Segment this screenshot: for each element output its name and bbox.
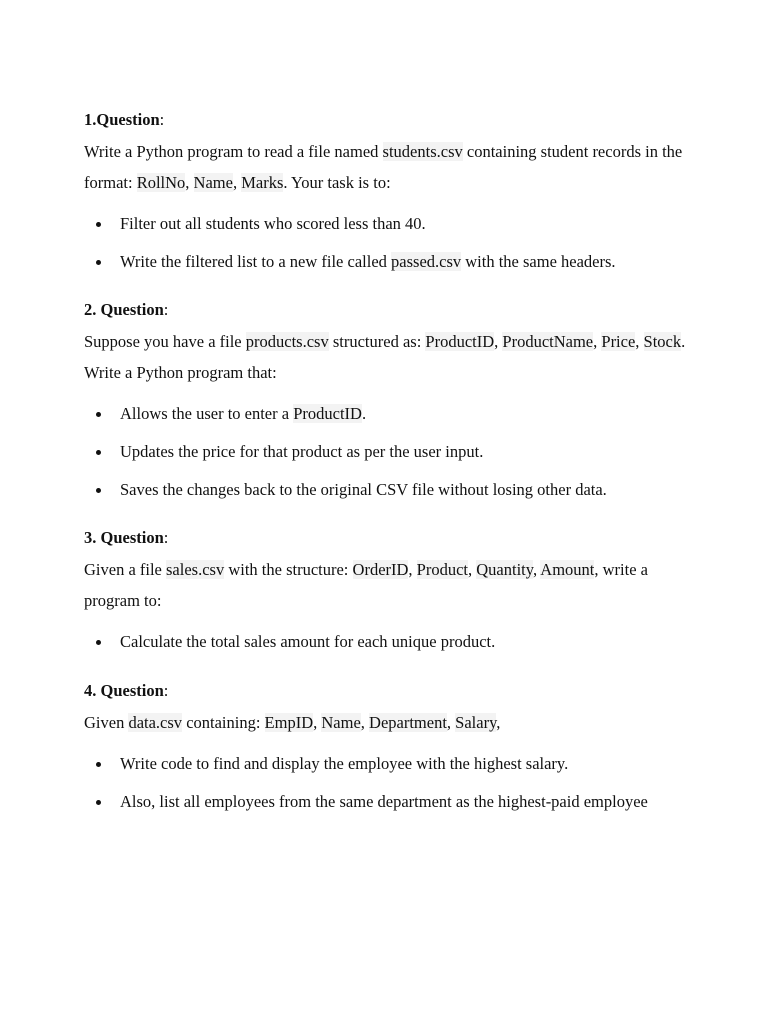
bullet-icon (96, 800, 101, 805)
code-term: Quantity (476, 560, 533, 579)
bullet-icon (96, 488, 101, 493)
list-item (84, 250, 704, 274)
text-run: Given (84, 713, 129, 732)
text-run: containing: (182, 713, 265, 732)
text-run: with the same headers. (461, 252, 616, 271)
text-run: , (360, 713, 370, 732)
bullet-icon (96, 260, 101, 265)
question-heading: 4. Question: (84, 681, 169, 700)
text-run: , (593, 332, 602, 351)
question-4 (84, 679, 704, 814)
code-term: Price (601, 332, 636, 351)
text-run: , (446, 713, 456, 732)
text-run: , (496, 713, 501, 732)
bullet-list (84, 212, 704, 274)
question-text (84, 136, 704, 198)
code-term: Salary (455, 713, 497, 732)
question-text (84, 707, 704, 738)
code-term: Name (321, 713, 361, 732)
text-run: structured as: (328, 332, 426, 351)
question-1 (84, 108, 704, 274)
text-run: . (361, 404, 367, 423)
text-run: , (185, 173, 194, 192)
list-item (84, 478, 704, 502)
code-term: products.csv (245, 332, 329, 351)
code-term: Stock (643, 332, 682, 351)
bullet-icon (96, 222, 101, 227)
text-run: Suppose you have a file (84, 332, 246, 351)
bullet-icon (96, 412, 101, 417)
list-item (84, 630, 704, 654)
text-run: Write code to find and display the employee with the highest salary. (120, 754, 569, 773)
text-run: , (313, 713, 322, 732)
text-run: . Write a Python program that: (84, 332, 686, 382)
code-term: Department (369, 713, 447, 732)
question-heading: 2. Question: (84, 300, 169, 319)
text-run: Given a file (84, 560, 167, 579)
text-run: Calculate the total sales amount for each unique product. (120, 632, 496, 651)
bullet-list (84, 630, 704, 654)
text-run: , (494, 332, 503, 351)
code-term: EmpID (264, 713, 314, 732)
text-run: containing student records in the format: (84, 142, 683, 192)
question-3 (84, 526, 704, 654)
question-text (84, 326, 704, 388)
bullet-icon (96, 640, 101, 645)
bullet-icon (96, 762, 101, 767)
code-term: ProductID (293, 404, 362, 423)
text-run: Write a Python program to read a file named (84, 142, 383, 161)
code-term: students.csv (382, 142, 463, 161)
code-term: ProductID (425, 332, 495, 351)
list-item (84, 752, 704, 776)
text-run: Also, list all employees from the same department as the highest-paid employee (120, 792, 648, 811)
code-term: Amount (540, 560, 595, 579)
text-run: Write the filtered list to a new file called (120, 252, 392, 271)
code-term: Product (416, 560, 469, 579)
text-run: , write a program to: (84, 560, 648, 610)
code-term: OrderID (352, 560, 409, 579)
list-item (84, 212, 704, 236)
text-run: Allows the user to enter a (120, 404, 294, 423)
code-term: data.csv (128, 713, 183, 732)
code-term: sales.csv (166, 560, 225, 579)
code-term: passed.csv (391, 252, 462, 271)
text-run: , (408, 560, 417, 579)
list-item (84, 440, 704, 464)
list-item (84, 790, 704, 814)
question-heading: 1.Question: (84, 110, 165, 129)
bullet-list (84, 402, 704, 502)
question-text (84, 554, 704, 616)
text-run: , (232, 173, 242, 192)
text-run: , (468, 560, 477, 579)
question-heading: 3. Question: (84, 528, 169, 547)
text-run: Saves the changes back to the original CSV file without losing other data. (120, 480, 607, 499)
text-run: Updates the price for that product as per the user input. (120, 442, 484, 461)
code-term: RollNo (136, 173, 186, 192)
text-run: . Your task is to: (283, 173, 391, 192)
question-2 (84, 298, 704, 502)
text-run: , (635, 332, 644, 351)
text-run: with the structure: (224, 560, 353, 579)
bullet-list (84, 752, 704, 814)
text-run: Filter out all students who scored less than 40. (120, 214, 426, 233)
list-item (84, 402, 704, 426)
code-term: Name (193, 173, 233, 192)
code-term: Marks (241, 173, 284, 192)
code-term: ProductName (502, 332, 594, 351)
bullet-icon (96, 450, 101, 455)
text-run: , (532, 560, 541, 579)
